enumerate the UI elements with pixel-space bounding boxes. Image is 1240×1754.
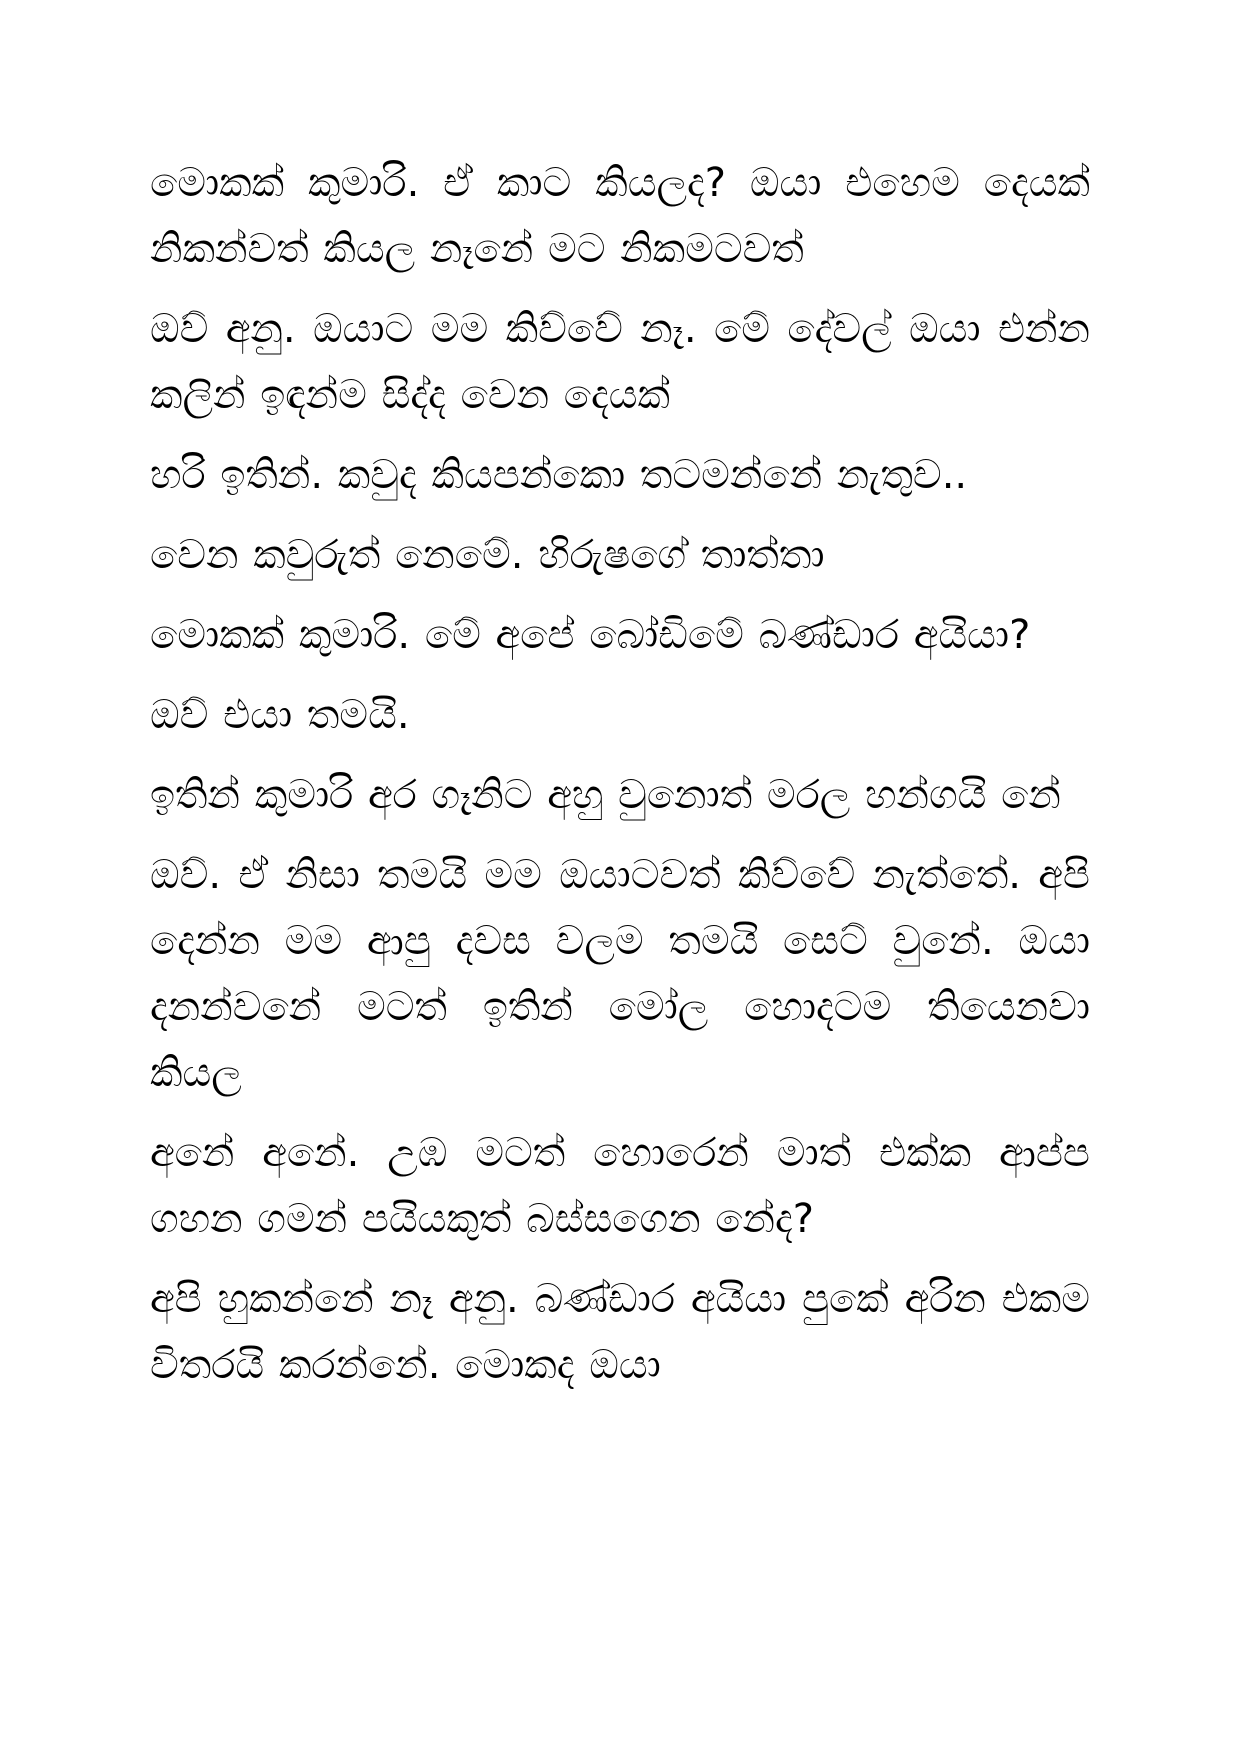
paragraph: ඔව්. ඒ නිසා තමයි මම ඔයාටවත් කිව්වේ නැත්තේ. අපි දෙන්න මම ආපු දවස වලම තමයි සෙට් වුනේ. ඔයා දනන්වනේ මටත් ඉතින් මෝල හොදටම තියෙනවා කියල: [150, 852, 1090, 1096]
paragraph: මොකක් කුමාරි. මේ අපේ බෝඩිමේ බණ්ඩාර අයියා?: [150, 612, 1031, 658]
story-text: [150, 150, 1090, 1412]
paragraph: ඔව් එයා තමයි.: [150, 692, 410, 738]
paragraph: හරි ඉතින්. කවුද කියපන්කො තටමන්නේ නැතුව..: [150, 452, 968, 498]
paragraph: ඔව් අනු. ඔයාට මම කිව්වේ නෑ. මේ දේවල් ඔයා එන්න කලින් ඉඳන්ම සිද්ද වෙන දෙයක්: [150, 306, 1090, 418]
paragraph: අනේ අනේ. උඹ මටත් හොරෙන් මාත් එක්ක ආප්ප ගහන ගමන් පයියකුත් බස්සගෙන නේද?: [150, 1130, 1090, 1242]
paragraph: මොකක් කුමාරි. ඒ කාට කියලද? ඔයා එහෙම දෙයක් නිකන්වත් කියල නෑනේ මට නිකමටවත්: [150, 160, 1090, 272]
paragraph: වෙන කවුරුත් නෙමේ. හිරුෂගේ තාත්තා: [150, 532, 825, 578]
paragraph: ඉතින් කුමාරි අර ගෑනිට අහු වුනොත් මරල හන්ගයි නේ: [150, 772, 1061, 818]
paragraph: අපි හුකන්නේ නෑ අනු. බණ්ඩාර අයියා පුකේ අරින එකම විතරයි කරන්නේ. මොකද ඔයා: [150, 1276, 1090, 1388]
